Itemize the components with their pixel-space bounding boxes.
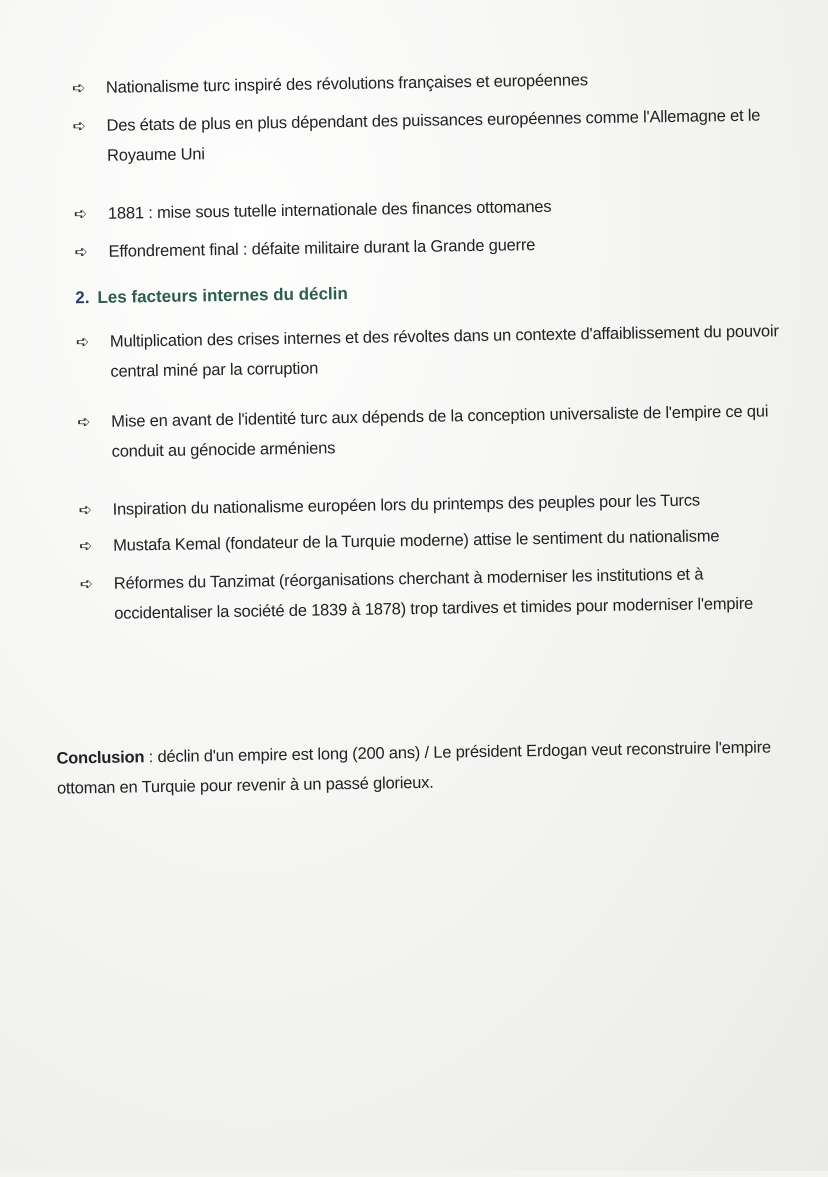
list-item xyxy=(79,520,787,561)
list-item xyxy=(79,558,789,629)
section-number: 2. xyxy=(75,288,90,308)
list-item-text: Mustafa Kemal (fondateur de la Turquie moderne) attise le sentiment du nationalisme xyxy=(113,527,720,555)
arrow-icon: ➪ xyxy=(71,78,86,98)
arrow-icon: ➪ xyxy=(77,412,91,432)
arrow-icon: ➪ xyxy=(72,116,86,136)
list-item-text: Des états de plus en plus dépendant des puissances européennes comme l'Allemagne et le Royaume Uni xyxy=(106,106,761,165)
conclusion-label: Conclusion xyxy=(56,748,145,768)
arrow-icon: ➪ xyxy=(79,574,94,594)
list-item xyxy=(78,484,786,525)
conclusion-text: : déclin d'un empire est long (200 ans) / Le président Erdogan veut reconstruire l'empire ottoman en Turquie pour revenir à un passé glorieux. xyxy=(56,738,772,798)
list-item-text: Nationalisme turc inspiré des révolutions françaises et européennes xyxy=(105,71,588,97)
list-item xyxy=(71,62,780,103)
list-item xyxy=(72,100,781,171)
list-item-text: Multiplication des crises internes et des révoltes dans un contexte d'affaiblissement du pouvoir central miné par la corruption xyxy=(109,322,779,381)
arrow-icon: ➪ xyxy=(78,500,92,520)
list-item-text: Effondrement final : défaite militaire durant la Grande guerre xyxy=(108,236,536,261)
list-item-text: Réformes du Tanzimat (réorganisations cherchant à moderniser les institutions et à occidentaliser la société de 1839 à 1878) trop tardives et timides pour moderniser l'empire xyxy=(113,565,754,623)
arrow-icon: ➪ xyxy=(79,536,93,556)
list-item xyxy=(73,188,782,229)
list-item-text: Mise en avant de l'identité turc aux dépends de la conception universaliste de l'empire ce qui conduit au génocide arméniens xyxy=(111,402,769,461)
section-title: Les facteurs internes du déclin xyxy=(97,284,348,307)
section-heading xyxy=(75,279,348,313)
list-item xyxy=(77,396,786,467)
list-item-text: Inspiration du nationalisme européen lors du printemps des peuples pour les Turcs xyxy=(112,491,701,519)
list-item xyxy=(75,316,785,387)
arrow-icon: ➪ xyxy=(74,242,88,262)
arrow-icon: ➪ xyxy=(75,332,90,352)
conclusion-paragraph xyxy=(56,732,797,804)
list-item xyxy=(74,226,782,267)
arrow-icon: ➪ xyxy=(73,204,88,224)
list-item-text: 1881 : mise sous tutelle internationale des finances ottomanes xyxy=(107,197,552,223)
